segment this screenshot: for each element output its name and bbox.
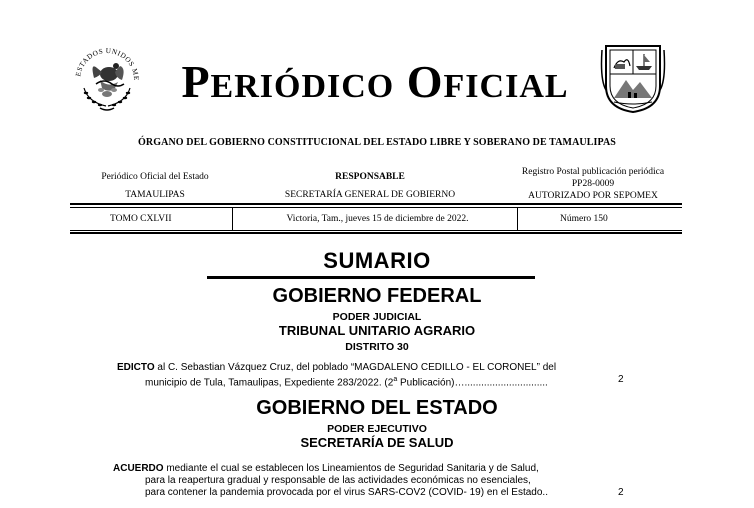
rule-bottom-thin <box>70 230 682 231</box>
meta-right-line3: AUTORIZADO POR SEPOMEX <box>528 191 658 201</box>
strip-separator-2 <box>517 208 518 230</box>
strip-separator-1 <box>232 208 233 230</box>
masthead-initial-o: O <box>406 56 444 107</box>
entry-acuerdo-line2: para la reapertura gradual y responsable de las actividades económicas no esenciales, <box>145 475 531 486</box>
coat-of-arms-mexico-icon <box>70 38 144 116</box>
rule-top-thick <box>70 203 682 205</box>
rule-bottom-thick <box>70 232 682 234</box>
entry-acuerdo-page: 2 <box>618 487 624 498</box>
body-tribunal: TRIBUNAL UNITARIO AGRARIO <box>278 323 476 338</box>
entry-acuerdo-line3: para contener la pandemia provocada por el virus SARS-COV2 (COVID- 19) en el Estado.. <box>145 487 548 498</box>
body-secretaria: SECRETARÍA DE SALUD <box>300 435 454 450</box>
power-judicial: PODER JUDICIAL <box>332 311 422 323</box>
meta-mid-line2: SECRETARÍA GENERAL DE GOBIERNO <box>284 190 456 200</box>
meta-mid-line1: RESPONSABLE <box>335 172 405 182</box>
strip-number: Número 150 <box>560 214 608 224</box>
summary-rule <box>207 276 535 279</box>
entry-edicto-text1: al C. Sebastian Vázquez Cruz, del poblado “MAGDALENO CEDILLO - EL CORONEL” del <box>154 362 557 373</box>
organ-statement: ÓRGANO DEL GOBIERNO CONSTITUCIONAL DEL ESTADO LIBRE Y SOBERANO DE TAMAULIPAS <box>138 137 616 148</box>
section-heading-federal: GOBIERNO FEDERAL <box>272 285 482 307</box>
meta-right-line1: Registro Postal publicación periódica <box>521 167 665 177</box>
entry-acuerdo-lead: ACUERDO <box>113 463 164 474</box>
meta-right <box>508 166 678 202</box>
masthead-initial-p: P <box>181 56 211 107</box>
meta-left-line1: Periódico Oficial del Estado <box>101 172 209 182</box>
meta-mid <box>270 171 470 201</box>
coat-of-arms-tamaulipas-icon <box>600 40 666 116</box>
entry-edicto-line2 <box>145 374 548 389</box>
entry-edicto-page: 2 <box>618 374 624 385</box>
district: DISTRITO 30 <box>345 341 409 353</box>
entry-edicto-lead: EDICTO <box>117 362 155 373</box>
entry-edicto-line1 <box>117 362 556 374</box>
entry-acuerdo-line1 <box>113 463 539 475</box>
meta-left-line2: TAMAULIPAS <box>125 190 185 200</box>
entry-edicto-sup: a <box>393 376 398 383</box>
section-heading-estado: GOBIERNO DEL ESTADO <box>256 397 498 419</box>
strip-date: Victoria, Tam., jueves 15 de diciembre de 2022. <box>286 214 469 224</box>
masthead-title <box>150 56 600 113</box>
masthead-eriodico: ERIÓDICO <box>210 68 395 105</box>
strip-tomo: TOMO CXLVII <box>110 214 172 224</box>
summary-title: SUMARIO <box>323 248 431 273</box>
meta-right-line2: PP28-0009 <box>571 179 615 189</box>
masthead-ficial: FICIAL <box>443 68 569 105</box>
entry-acuerdo-text1: mediante el cual se establecen los Lineamientos de Seguridad Sanitaria y de Salud, <box>163 463 539 474</box>
entry-edicto-text2a: municipio de Tula, Tamaulipas, Expediente 283/2022. (2 <box>145 377 394 389</box>
rule-top-thin <box>70 207 682 208</box>
seal-left-text: ESTADOS UNIDOS ME <box>74 46 141 81</box>
power-executive: PODER EJECUTIVO <box>327 423 427 435</box>
meta-left <box>90 171 220 201</box>
entry-edicto-text2b: Publicación)….............................. <box>397 377 548 389</box>
